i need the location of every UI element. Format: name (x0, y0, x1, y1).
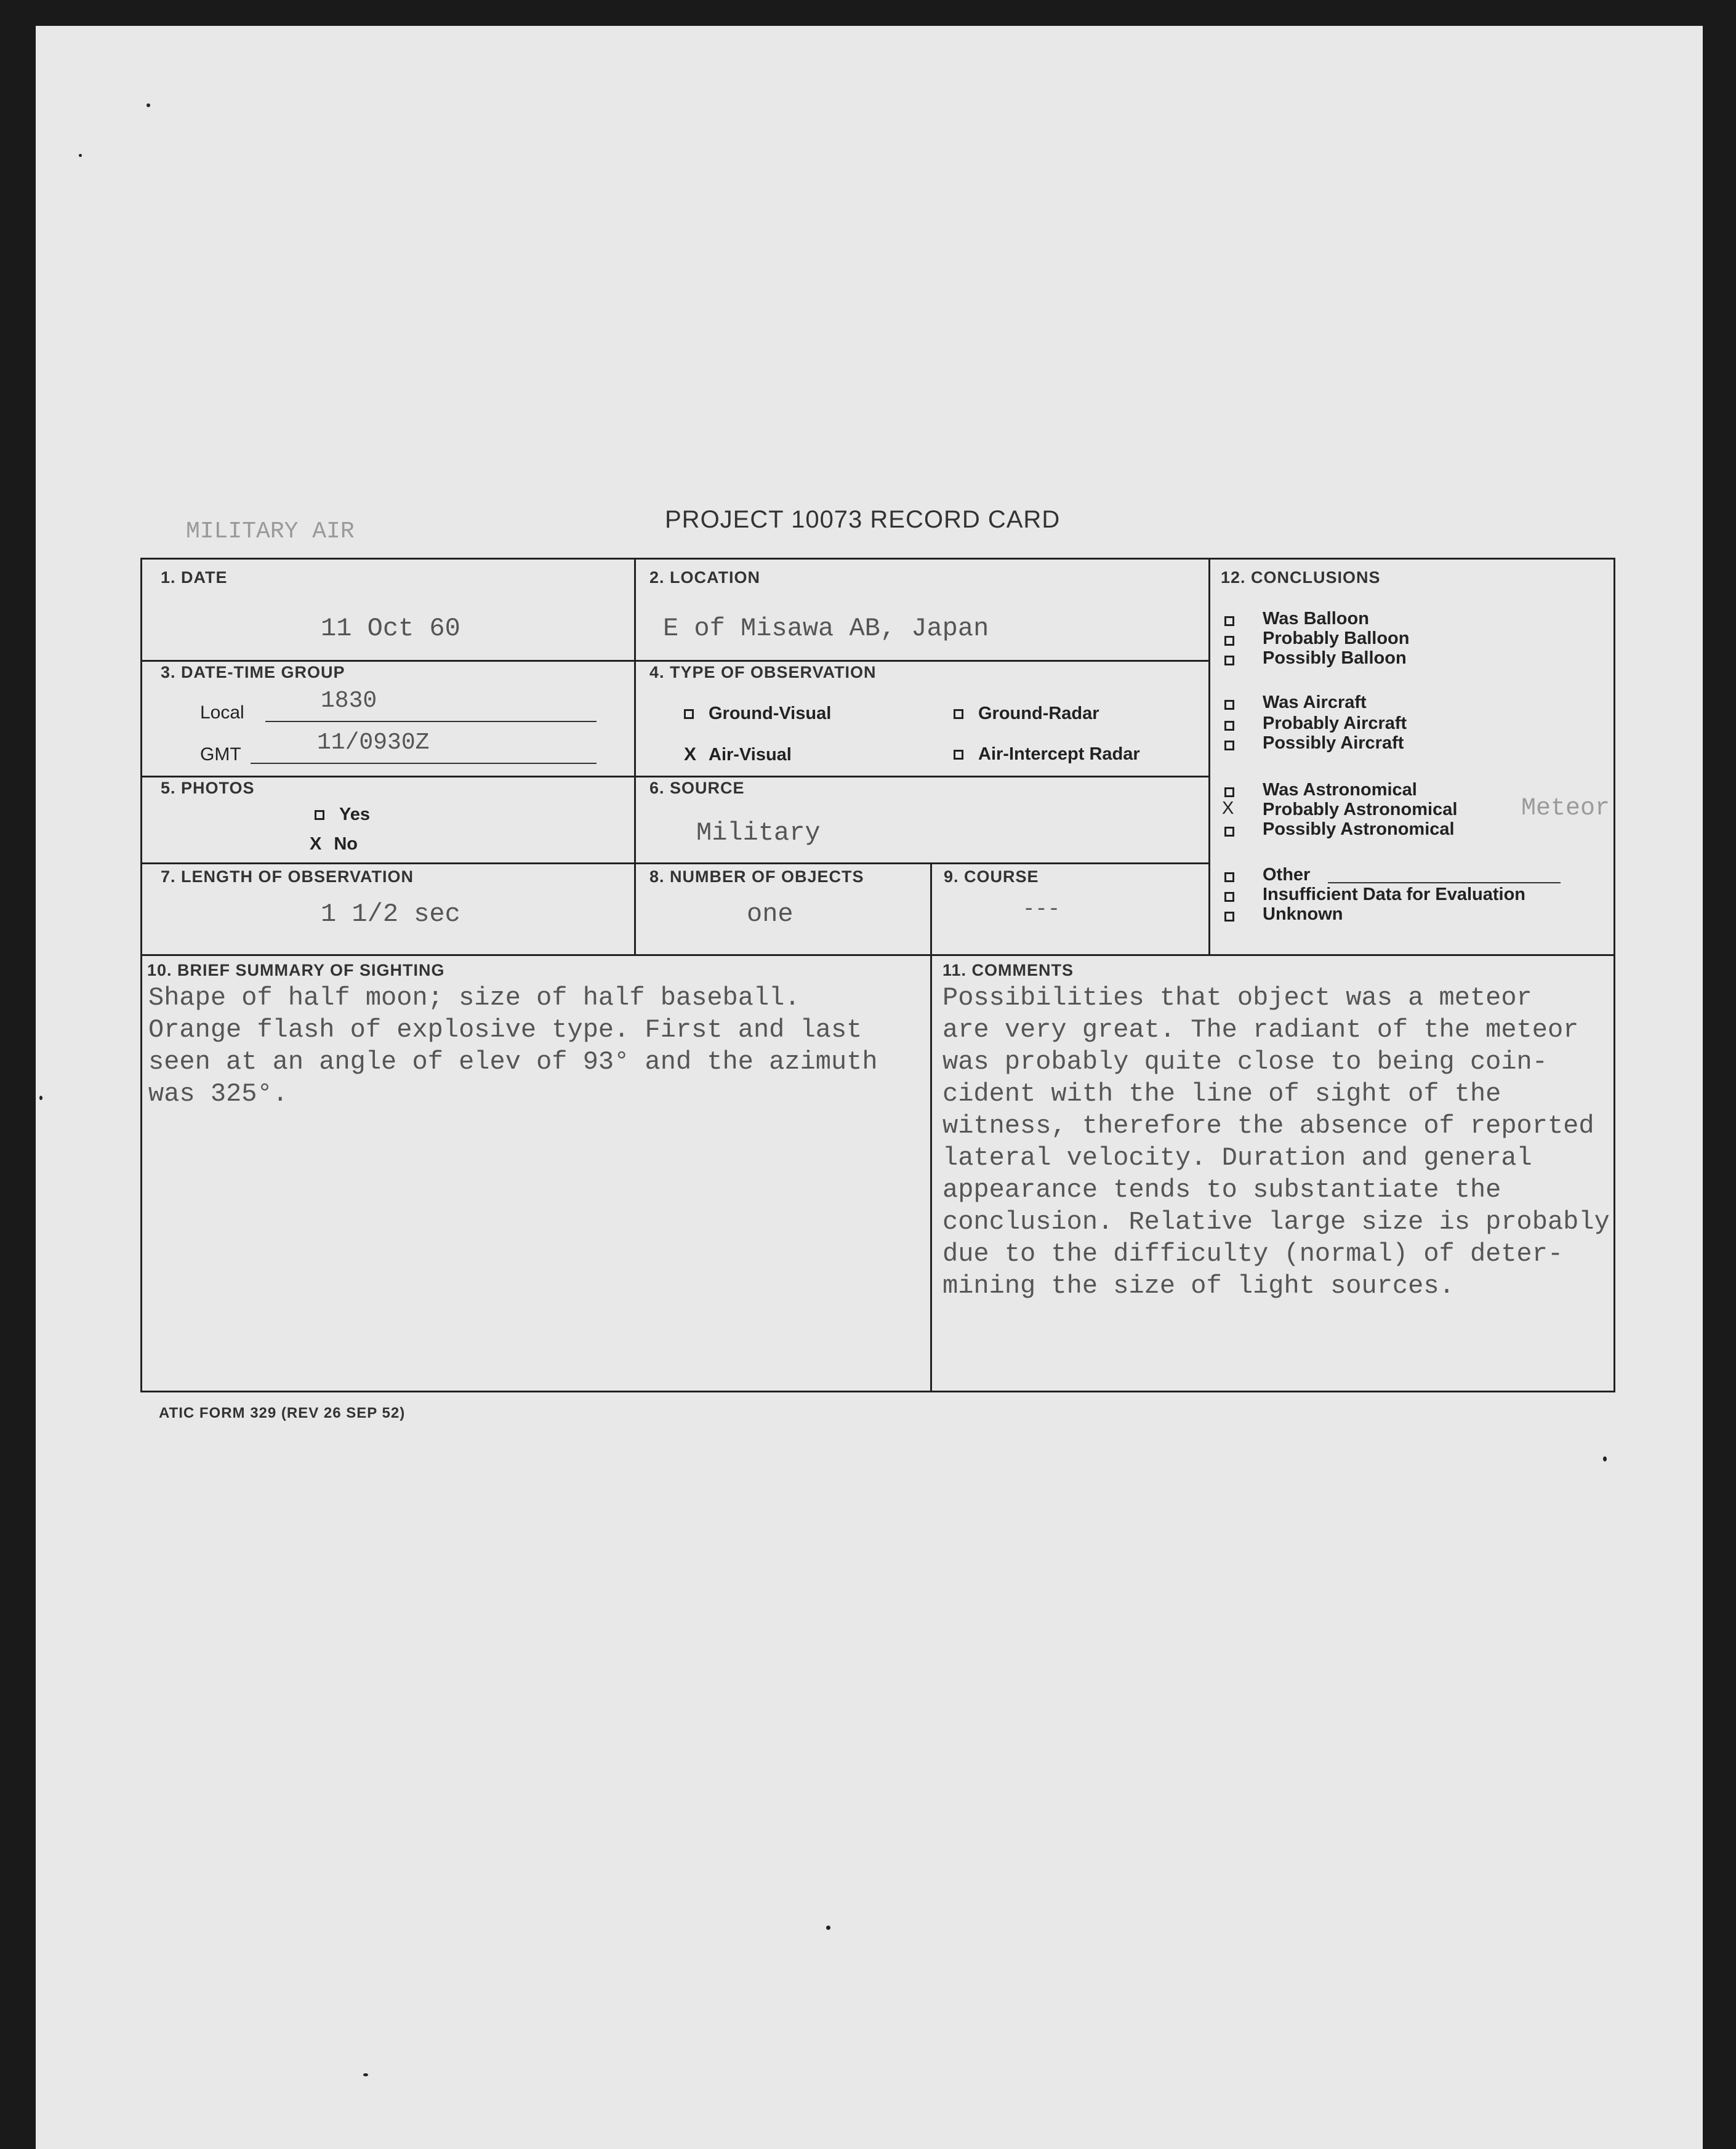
conclusion-checked-mark: X (1222, 798, 1234, 818)
speck (1603, 1456, 1607, 1461)
field-label-length-of-observation: 7. LENGTH OF OBSERVATION (161, 867, 414, 886)
option-air-intercept-radar (954, 744, 1140, 765)
speck (39, 1096, 42, 1100)
field-label-type-of-observation: 4. TYPE OF OBSERVATION (649, 663, 877, 681)
conclusion-probably-aircraft: Probably Aircraft (1263, 713, 1407, 733)
checkbox (1224, 616, 1234, 626)
gmt-label: GMT (200, 744, 241, 765)
checkbox (1224, 656, 1234, 665)
conclusion-possibly-balloon: Possibly Balloon (1263, 648, 1407, 668)
checkbox (954, 750, 963, 760)
field-label-photos: 5. PHOTOS (161, 779, 255, 797)
checkbox (1224, 912, 1234, 922)
checked-mark: X (684, 744, 697, 765)
gmt-time-value: 11/0930Z (317, 729, 430, 756)
conclusion-probably-balloon: Probably Balloon (1263, 629, 1410, 648)
field-value-course: --- (1023, 898, 1061, 922)
conclusion-possibly-astronomical: Possibly Astronomical (1263, 819, 1455, 839)
speck (147, 103, 150, 107)
local-underline (265, 721, 597, 722)
page-title: PROJECT 10073 RECORD CARD (665, 506, 1061, 533)
divider (142, 776, 1208, 777)
field-label-source: 6. SOURCE (649, 779, 745, 797)
option-ground-visual (684, 704, 831, 724)
option-label: Air-Intercept Radar (978, 744, 1140, 764)
conclusion-was-balloon: Was Balloon (1263, 609, 1369, 629)
record-card (140, 558, 1615, 1392)
field-value-length: 1 1/2 sec (321, 899, 460, 929)
checked-mark: X (310, 834, 322, 854)
checkbox (1224, 636, 1234, 646)
checkbox (1224, 787, 1234, 797)
speck (79, 154, 82, 157)
gmt-underline (251, 763, 597, 764)
scan-top-edge (0, 0, 1736, 26)
speck (363, 2073, 368, 2076)
local-label: Local (200, 702, 244, 723)
conclusion-other: Other (1263, 865, 1311, 885)
option-label: Ground-Visual (709, 704, 832, 723)
checkbox (1224, 872, 1234, 882)
checkbox (1224, 827, 1234, 837)
conclusion-insufficient-data: Insufficient Data for Evaluation (1263, 885, 1525, 904)
field-label-date: 1. DATE (161, 568, 228, 587)
other-underline (1328, 882, 1561, 883)
checkbox (1224, 892, 1234, 902)
checkbox (954, 709, 963, 719)
checkbox (1224, 700, 1234, 710)
option-label: Ground-Radar (978, 704, 1099, 723)
checkbox (1224, 741, 1234, 750)
field-value-number-of-objects: one (747, 899, 794, 929)
divider (1208, 560, 1210, 954)
conclusion-handwritten-meteor: Meteor (1521, 795, 1610, 822)
conclusion-unknown: Unknown (1263, 904, 1343, 924)
divider (634, 560, 636, 954)
conclusion-possibly-aircraft: Possibly Aircraft (1263, 733, 1404, 753)
local-time-value: 1830 (321, 688, 377, 714)
divider (142, 660, 1208, 662)
option-air-visual (684, 744, 792, 765)
checkbox (1224, 721, 1234, 731)
option-photos-no (310, 834, 358, 854)
summary-text: Shape of half moon; size of half baseball. Orange flash of explosive type. First and last seen at an angle of elev of 93° and the azimuth was 325°. (148, 983, 878, 1109)
field-label-course: 9. COURSE (944, 867, 1039, 886)
speck (826, 1926, 830, 1930)
option-label: No (334, 834, 358, 854)
option-photos-yes (315, 805, 370, 825)
option-label: Yes (339, 805, 370, 824)
divider (142, 954, 1613, 956)
conclusion-was-astronomical: Was Astronomical (1263, 780, 1417, 800)
form-number: ATIC FORM 329 (REV 26 SEP 52) (159, 1405, 406, 1421)
conclusion-probably-astronomical: Probably Astronomical (1263, 800, 1458, 819)
field-label-brief-summary: 10. BRIEF SUMMARY OF SIGHTING (147, 961, 445, 979)
comments-text: Possibilities that object was a meteor are very great. The radiant of the meteor was probably quite close to being coin- cident with the line of sight of the witness, therefore the absence of reported lateral velocity. Duration and general appearance tends to substantiate the conclusion. Relative large size is probably due to the difficulty (normal) of deter- mining the size of light sources. (942, 983, 1610, 1301)
checkbox (684, 709, 694, 719)
conclusion-was-aircraft: Was Aircraft (1263, 693, 1367, 712)
option-ground-radar (954, 704, 1099, 724)
field-label-comments: 11. COMMENTS (942, 961, 1074, 979)
field-value-location: E of Misawa AB, Japan (663, 614, 989, 643)
field-label-location: 2. LOCATION (649, 568, 761, 587)
header-handwritten-note: MILITARY AIR (186, 518, 355, 545)
field-value-date: 11 Oct 60 (321, 614, 460, 643)
divider (930, 955, 932, 1391)
divider (142, 862, 1208, 864)
field-label-date-time-group: 3. DATE-TIME GROUP (161, 663, 345, 681)
checkbox (315, 810, 324, 820)
field-value-source: Military (696, 818, 821, 848)
divider (930, 864, 932, 955)
field-label-number-of-objects: 8. NUMBER OF OBJECTS (649, 867, 864, 886)
field-label-conclusions: 12. CONCLUSIONS (1221, 568, 1381, 587)
option-label: Air-Visual (709, 745, 792, 765)
